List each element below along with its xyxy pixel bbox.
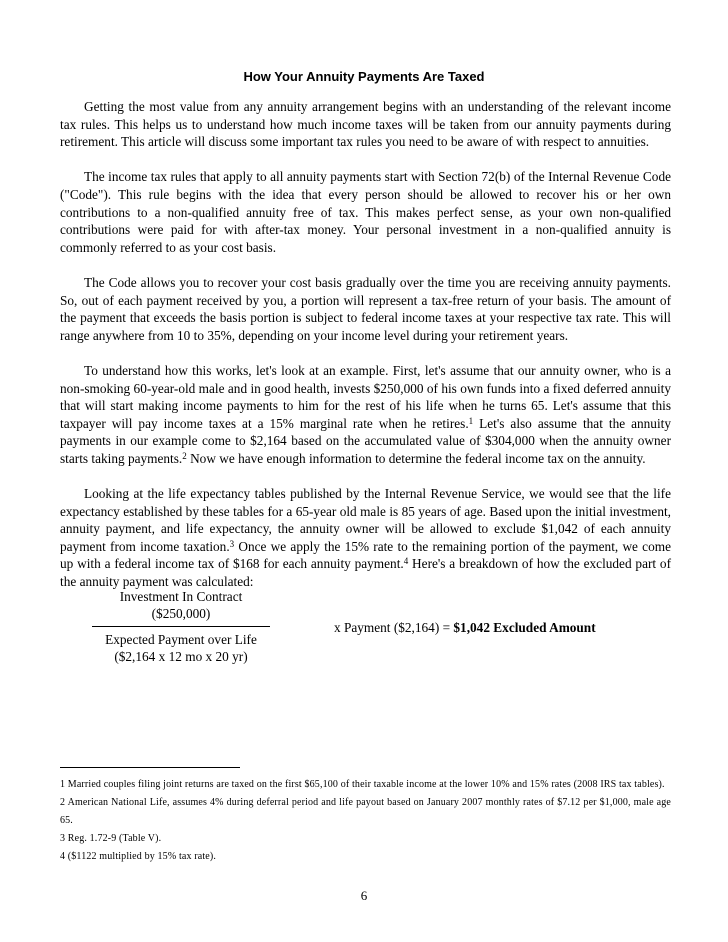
- denominator-value: ($2,164 x 12 mo x 20 yr): [114, 649, 248, 664]
- numerator-label: Investment In Contract: [119, 589, 243, 604]
- article-body: [60, 98, 671, 608]
- footnote-1: 1 Married couples filing joint returns are taxed on the first $65,100 of their taxable income at the lower 10% and 15% rates (2008 IRS tax tables).: [60, 779, 665, 790]
- footnote-ref-1[interactable]: 1: [468, 415, 474, 426]
- example-text-part1: To understand how this works, let's look at an example. First, let's assume that our annuity owner, who is a non-smoking 60-year-old male and in good health, invests $250,000 of his own funds into a fixed deferred annuity that will start making income payments to him for the rest of his life when he turns 65. Let's assume that this taxpayer will pay income taxes at a 15% marginal rate when he retires.: [60, 362, 671, 431]
- fraction-bar: [92, 626, 270, 627]
- footnote-divider: [60, 767, 240, 768]
- paragraph-intro: Getting the most value from any annuity arrangement begins with an understanding of the relevant income tax rules. This helps us to understand how much income taxes will be taken from our annuity payments during retirement. This article will discuss some important tax rules you need to be aware of with respect to annuities.: [60, 99, 671, 150]
- paragraph-life-expectancy: [60, 485, 671, 591]
- excluded-amount: $1,042 Excluded Amount: [453, 620, 596, 635]
- life-expectancy-text-part3: Here's a breakdown of how the excluded part of the annuity payment was calculated:: [60, 556, 672, 590]
- paragraph-section-72b: The income tax rules that apply to all annuity payments start with Section 72(b) of the Internal Revenue Code ("Code"). This rule begins with the idea that every person should be allowed to recover his or her own contributions to a non-qualified annuity free of tax. This makes perfect sense, as your own non-qualified contributions were paid for with after-tax money. Your personal investment in a non-qualified annuity is commonly referred to as your cost basis.: [60, 169, 671, 255]
- page-number: 6: [360, 888, 368, 903]
- paragraph-cost-basis-recovery: The Code allows you to recover your cost basis gradually over the time you are receiving annuity payments. So, out of each payment received by you, a portion will represent a tax-free return of your basis. The amount of the payment that exceeds the basis portion is subject to federal income taxes at your respective tax rate. This will range anywhere from 10 to 35%, depending on your income level during your retirement years.: [60, 274, 671, 343]
- footnote-4: 4 ($1122 multiplied by 15% tax rate).: [60, 851, 216, 862]
- life-expectancy-text-part1: Looking at the life expectancy tables published by the Internal Revenue Service, we would see that the life expectancy established by these tables for a 65-year old male is 85 years of age. Based upon the initial investment, annuity payment, and life expectancy, the annuity owner will be allowed to exclude $1,042 of each annuity payment from income taxation.: [60, 486, 671, 554]
- example-text-part2: Let's also assume that the annuity payments in our example come to $2,164 based on the accumulated value of $304,000 when the annuity owner starts taking payments.: [60, 415, 671, 466]
- footnote-ref-4[interactable]: 4: [403, 556, 409, 567]
- footnotes: [60, 776, 671, 866]
- result-prefix: x Payment ($2,164) =: [334, 620, 454, 635]
- paragraph-example: [60, 362, 671, 468]
- footnote-2: 2 American National Life, assumes 4% during deferral period and life payout based on January 2007 monthly rates of $7.12 per $1,000, male age 65.: [60, 797, 671, 826]
- formula-denominator: [92, 631, 270, 665]
- page-title: How Your Annuity Payments Are Taxed: [243, 69, 485, 84]
- denominator-label: Expected Payment over Life: [105, 632, 257, 647]
- footnote-ref-3[interactable]: 3: [229, 538, 235, 549]
- formula-fraction: [92, 588, 270, 665]
- life-expectancy-text-part2: Once we apply the 15% rate to the remaining portion of the payment, we come up with a federal income tax of $168 for each annuity payment.: [60, 538, 671, 572]
- footnote-3: 3 Reg. 1.72-9 (Table V).: [60, 833, 162, 844]
- footnote-ref-2[interactable]: 2: [182, 450, 187, 461]
- formula-result: [334, 620, 596, 636]
- example-text-part3: Now we have enough information to determine the federal income tax on the annuity.: [186, 450, 646, 466]
- formula-numerator: [92, 588, 270, 626]
- exclusion-formula: [60, 588, 671, 678]
- numerator-value: ($250,000): [151, 606, 211, 621]
